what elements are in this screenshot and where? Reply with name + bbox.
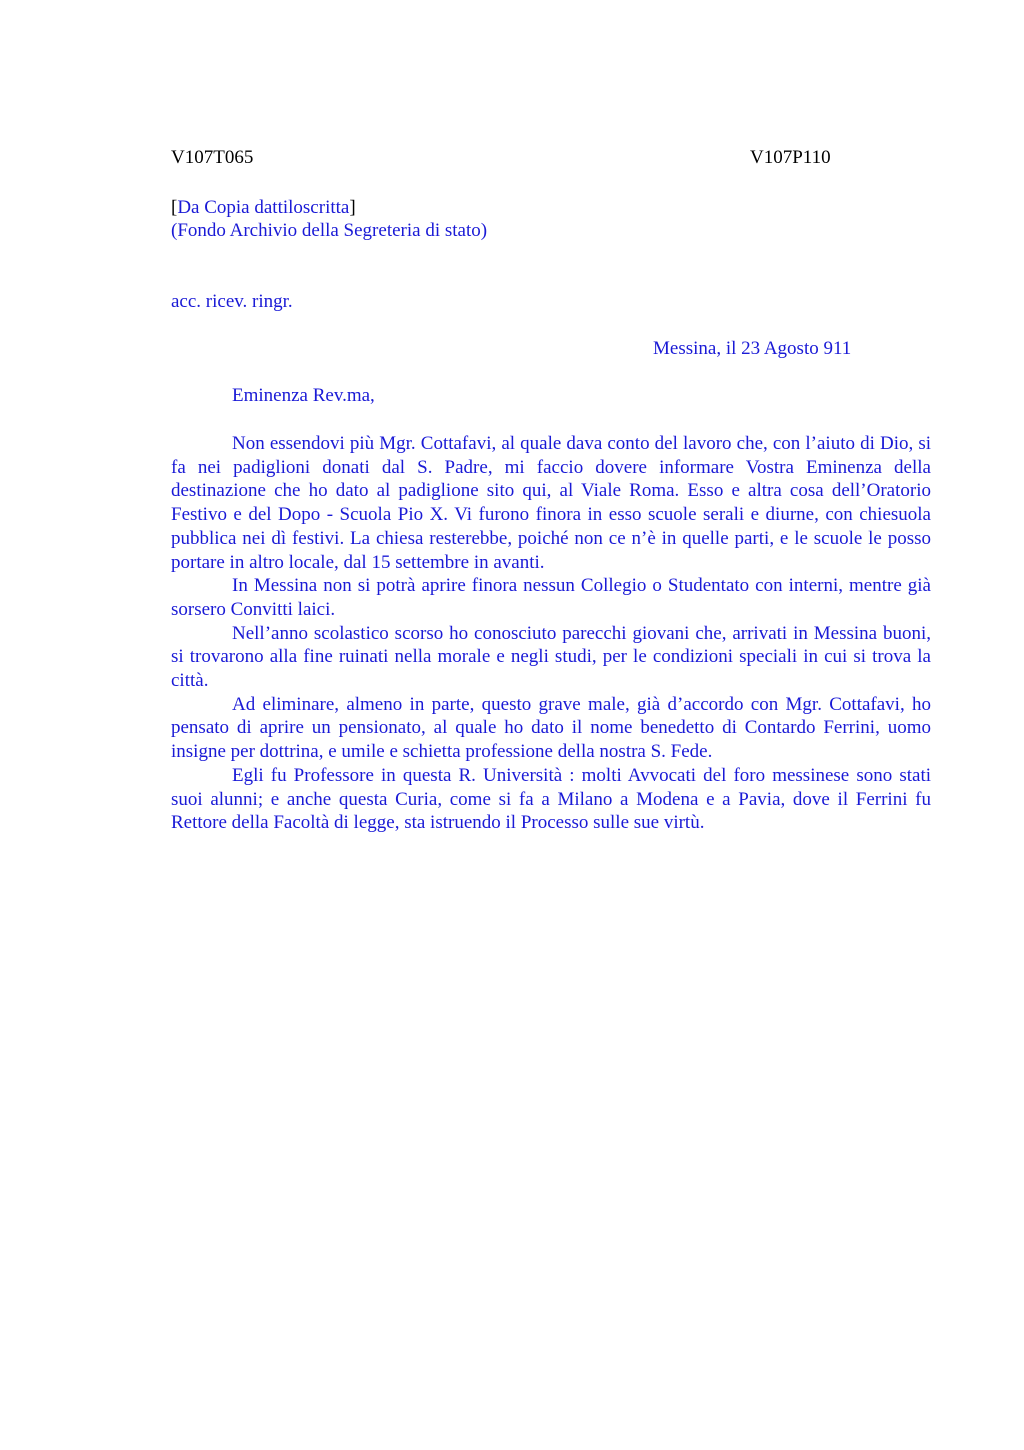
letter-date: Messina, il 23 Agosto 911: [653, 338, 852, 359]
paragraph: Nell’anno scolastico scorso ho conosciuto parecchi giovani che, arrivati in Messina buoni, si trovarono alla fine ruinati nella morale e negli studi, per le condizioni speciali in cui si trova la città.: [171, 622, 931, 692]
open-bracket: [: [171, 197, 178, 218]
paragraph: In Messina non si potrà aprire finora nessun Collegio o Studentato con interni, mentre già sorsero Convitti laici.: [171, 575, 931, 620]
salutation: Eminenza Rev.ma,: [232, 385, 375, 406]
copy-type-line: [171, 196, 487, 219]
source-note: [171, 196, 487, 242]
document-code-right: V107P110: [750, 147, 831, 168]
paragraph: Ad eliminare, almeno in parte, questo grave male, già d’accordo con Mgr. Cottafavi, ho pensato di aprire un pensionato, al quale ho dato il nome benedetto di Contardo Ferrini, uomo insigne per dottrina, e umile e schietta professione della nostra S. Fede.: [171, 693, 931, 763]
paragraph: Non essendovi più Mgr. Cottafavi, al quale dava conto del lavoro che, con l’aiuto di Dio, si fa nei padiglioni donati dal S. Padre, mi faccio dovere informare Vostra Eminenza della destinazione che ho dato al padiglione sito qui, al Viale Roma. Esso e altra cosa dell’Oratorio Festivo e del Dopo - Scuola Pio X. Vi furono finora in esso scuole serali e diurne, con chiesuola pubblica nei dì festivi. La chiesa resterebbe, poiché non ce n’è in quelle parti, e le scuole le posso portare in altro locale, dal 15 settembre in avanti.: [171, 433, 931, 573]
archive-fondo: (Fondo Archivio della Segreteria di stato): [171, 220, 488, 241]
copy-type: Da Copia dattiloscritta: [177, 197, 350, 218]
close-bracket: ]: [349, 197, 356, 218]
paragraph: Egli fu Professore in questa R. Università : molti Avvocati del foro messinese sono stati suoi alunni; e anche questa Curia, come si fa a Milano a Modena e a Pavia, dove il Ferrini fu Rettore della Facoltà di legge, sta istruendo il Processo sulle sue virtù.: [171, 764, 931, 834]
document-code-left: V107T065: [171, 147, 254, 168]
letter-body: [171, 432, 931, 835]
acknowledgement-note: acc. ricev. ringr.: [171, 291, 293, 312]
